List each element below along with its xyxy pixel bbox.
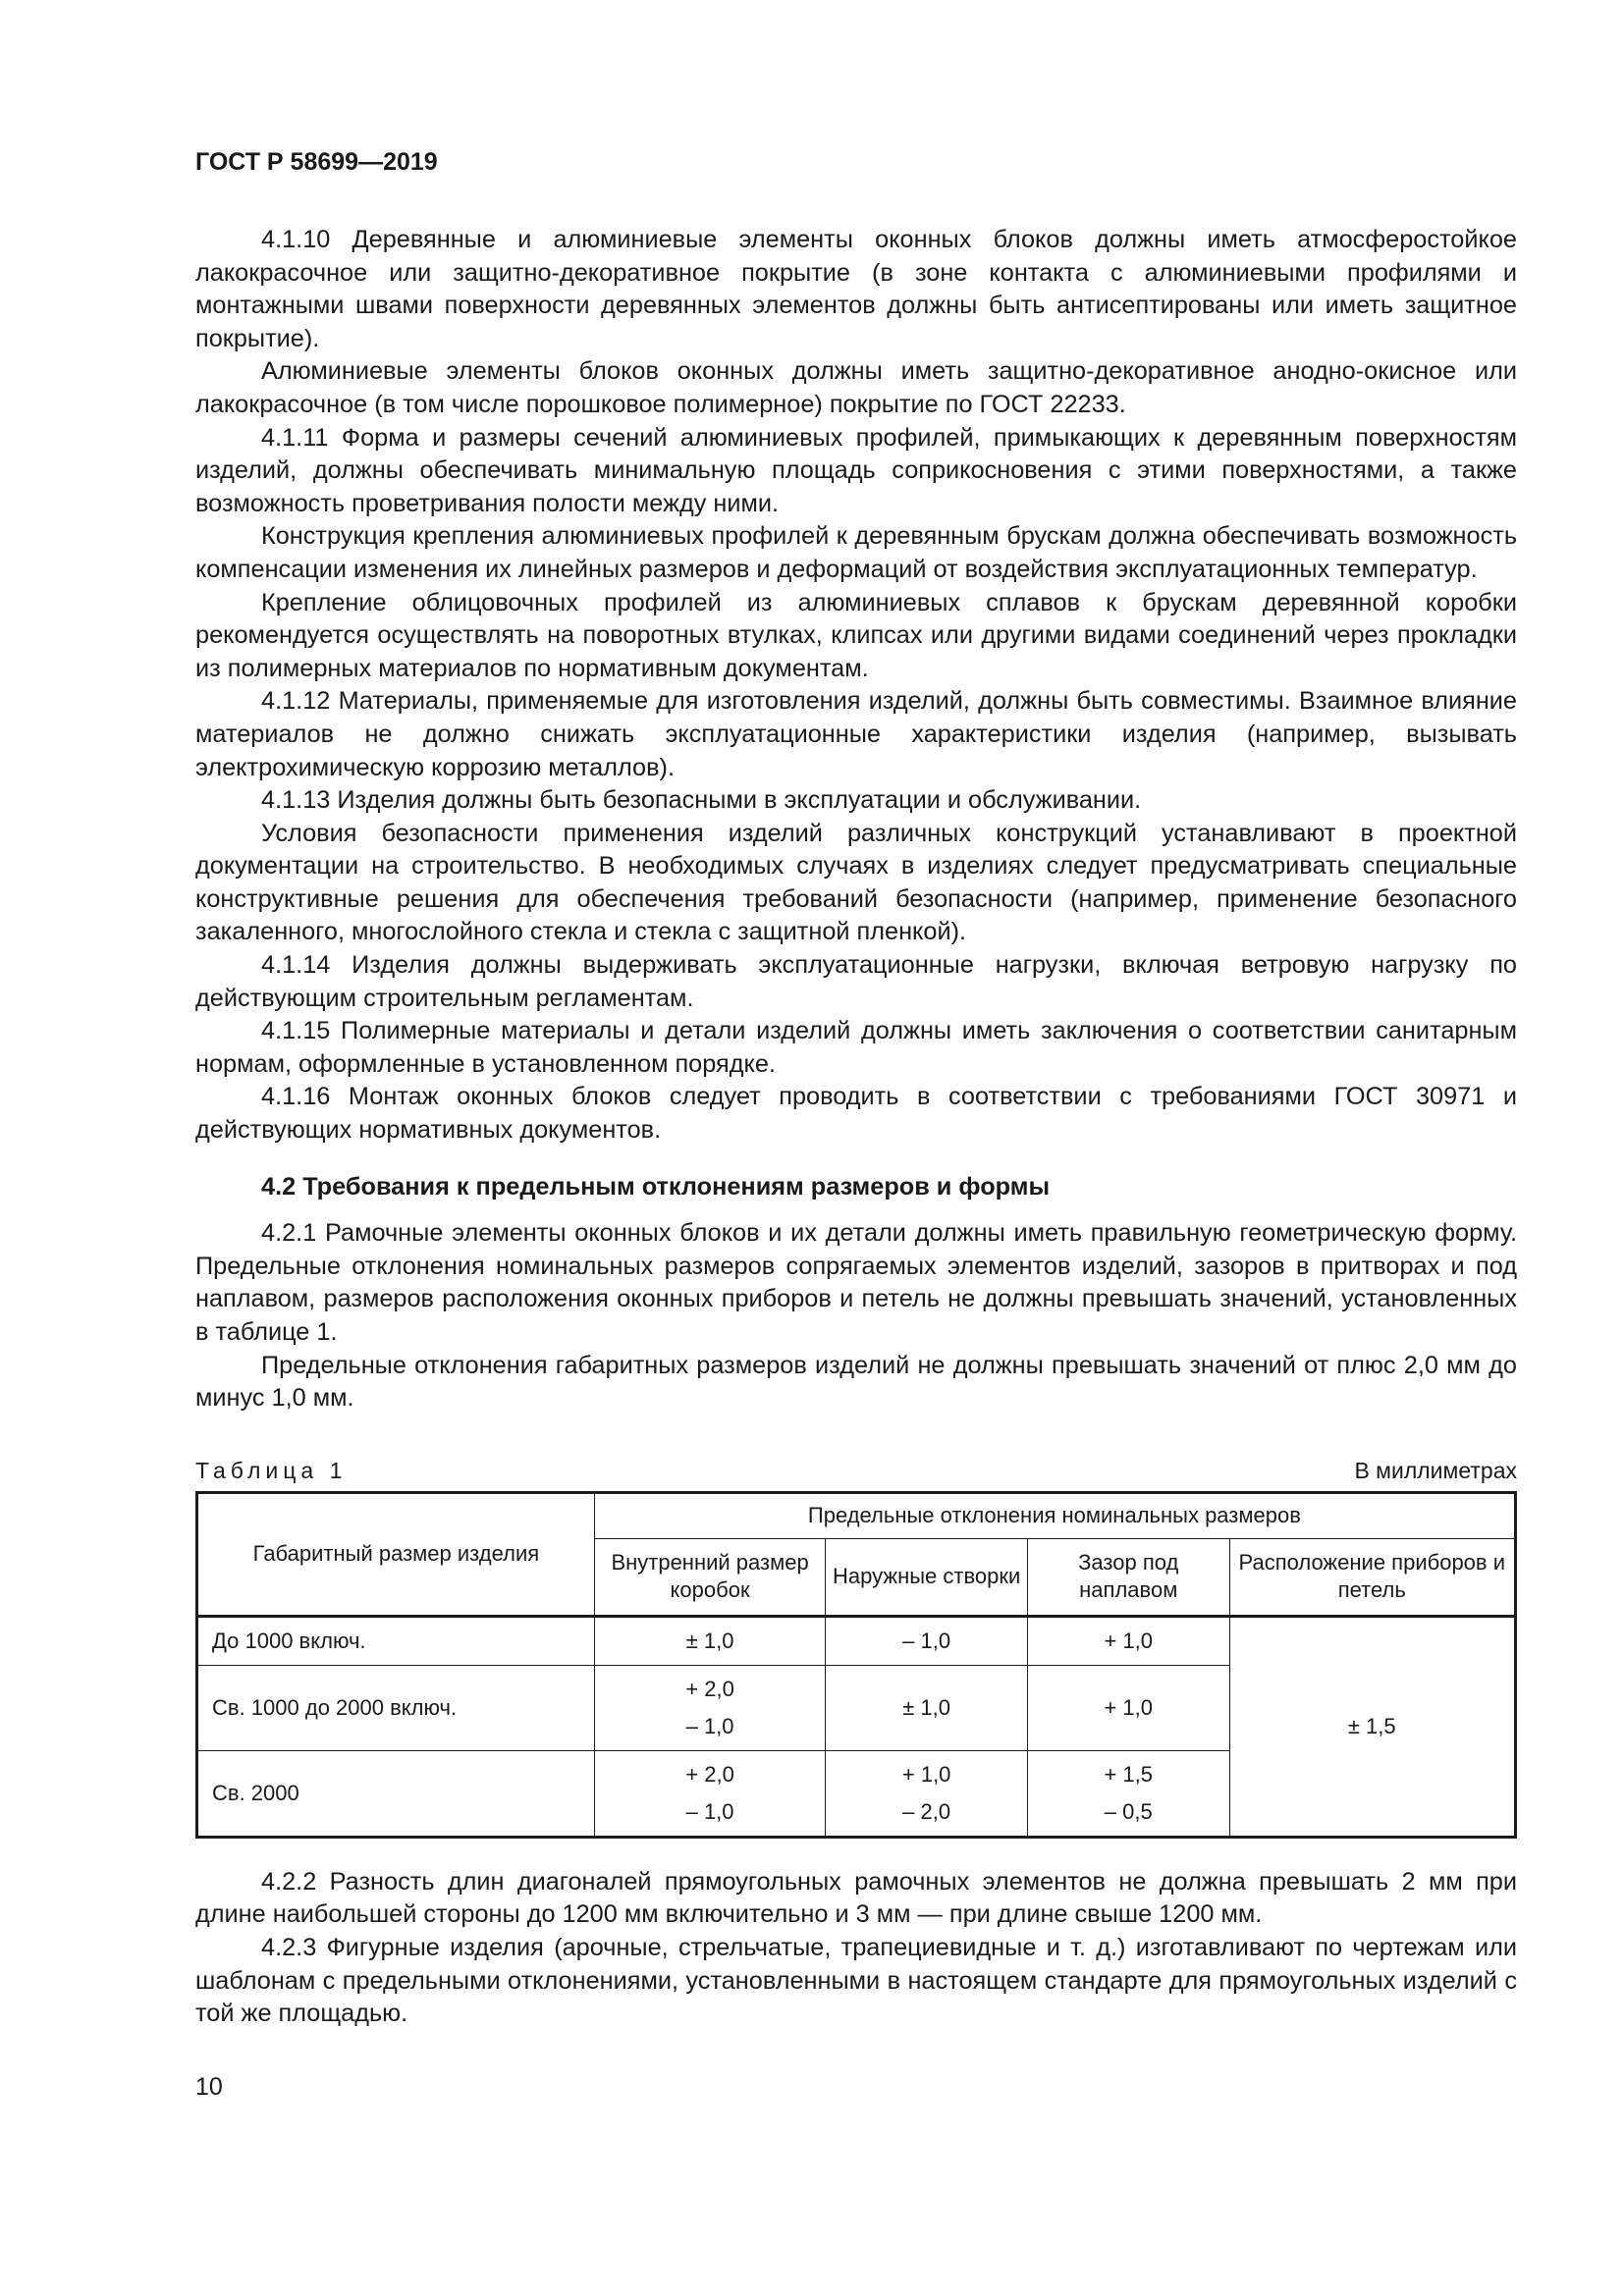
table-cell-value-lower: – 0,5 (1104, 1798, 1153, 1824)
paragraph: 4.1.13 Изделия должны быть безопасными в эксплуатации и обслуживании. (261, 786, 1142, 815)
paragraph: 4.2.3 Фигурные изделия (арочные, стрельчатые, трапециевидные и т. д.) изготавливают по чертежам или шаблонам с предельными отклонениями, установленными в настоящем стандарте для прямоугольных изделий с той же площадью. (195, 1933, 1517, 2028)
page-body (195, 224, 1517, 2031)
paragraph: Алюминиевые элементы блоков оконных должны иметь защитно-декоративное анодно-окисное или лакокрасочное (в том числе порошковое полимерное) покрытие по ГОСТ 22233. (195, 357, 1517, 418)
paragraph: 4.1.14 Изделия должны выдерживать эксплуатационные нагрузки, включая ветровую нагрузку по действующим строительным регламентам. (195, 951, 1517, 1012)
paragraph: Условия безопасности применения изделий различных конструкций устанавливают в проектной документации на строительство. В необходимых случаях в изделиях следует предусматривать специальные конструктивные решения для обеспечения требований безопасности (например, применение безопасного закаленного, многослойного стекла и стекла с защитной пленкой). (195, 819, 1517, 946)
table-cell-size: Св. 1000 до 2000 включ. (197, 1665, 595, 1750)
table-cell-outer: – 1,0 (826, 1616, 1028, 1665)
paragraph: Конструкция крепления алюминиевых профилей к деревянным брускам должна обеспечивать возможность компенсации изменения их линейных размеров и деформаций от воздействия эксплуатационных температур. (195, 522, 1517, 583)
table-cell-size: Св. 2000 (197, 1750, 595, 1837)
paragraph: 4.1.12 Материалы, применяемые для изготовления изделий, должны быть совместимы. Взаимное влияние материалов не должно снижать эксплуатационные характеристики изделия (например, вызывать электрохимическую коррозию металлов). (195, 687, 1517, 781)
paragraph: 4.1.15 Полимерные материалы и детали изделий должны иметь заключения о соответствии санитарным нормам, оформленные в установленном порядке. (195, 1017, 1517, 1078)
table-cell-inner (594, 1665, 826, 1750)
table-header-inner: Внутренний размер коробок (594, 1538, 826, 1616)
table-cell-gap: + 1,0 (1027, 1665, 1229, 1750)
table-caption: Таблица 1 (195, 1457, 348, 1483)
table-cell-value-lower: – 1,0 (685, 1798, 734, 1824)
table-cell-value-upper: + 2,0 (685, 1676, 734, 1701)
table-cell-value-upper: + 2,0 (685, 1761, 734, 1787)
table-header-gap: Зазор под наплавом (1027, 1538, 1229, 1616)
paragraph: 4.2.1 Рамочные элементы оконных блоков и их детали должны иметь правильную геометрическую форму. Предельные отклонения номинальных размеров сопрягаемых элементов изделий, зазоров в притворах и под наплавом, размеров расположения оконных приборов и петель не должны превышать значений, установленных в таблице 1. (195, 1219, 1517, 1346)
paragraph: 4.1.11 Форма и размеры сечений алюминиевых профилей, примыкающих к деревянным поверхностям изделий, должны обеспечивать минимальную площадь соприкосновения с этими поверхностями, а также возможность проветривания полости между ними. (195, 423, 1517, 517)
table-cell-value-lower: – 2,0 (902, 1798, 951, 1824)
paragraph: 4.1.16 Монтаж оконных блоков следует проводить в соответствии с требованиями ГОСТ 30971 и действующих нормативных документов. (195, 1083, 1517, 1145)
post-table-text (195, 1866, 1517, 2031)
document-code-header: ГОСТ Р 58699—2019 (195, 148, 438, 176)
table-cell-size: До 1000 включ. (197, 1616, 595, 1665)
table-units: В миллиметрах (1354, 1457, 1517, 1483)
table-caption-row (195, 1455, 1517, 1487)
deviations-table (195, 1491, 1517, 1839)
table-header-outer: Наружные створки (826, 1538, 1028, 1616)
table-header-location: Расположение приборов и петель (1229, 1538, 1515, 1616)
table-cell-outer (826, 1750, 1028, 1837)
paragraph: Крепление облицовочных профилей из алюминиевых сплавов к брускам деревянной коробки рекомендуется осуществлять на поворотных втулках, клипсах или другими видами соединений через прокладки из полимерных материалов по нормативным документам. (195, 588, 1517, 682)
table-cell-outer: ± 1,0 (826, 1665, 1028, 1750)
table-header-group: Предельные отклонения номинальных размеров (594, 1492, 1515, 1538)
page-number: 10 (195, 2073, 223, 2101)
table-cell-inner (594, 1750, 826, 1837)
table-header-size: Габаритный размер изделия (197, 1492, 595, 1616)
paragraph: 4.1.10 Деревянные и алюминиевые элементы оконных блоков должны иметь атмосферостойкое лакокрасочное или защитно-декоративное покрытие (в зоне контакта с алюминиевыми профилями и монтажными швами поверхности деревянных элементов должны быть антисептированы или иметь защитное покрытие). (195, 226, 1517, 352)
section-heading: 4.2 Требования к предельным отклонениям размеров и формы (261, 1172, 1051, 1201)
table-cell-inner: ± 1,0 (594, 1616, 826, 1665)
table-cell-gap (1027, 1750, 1229, 1837)
table-cell-value-upper: + 1,5 (1104, 1761, 1154, 1787)
table-row (197, 1616, 1516, 1665)
table-cell-value-upper: + 1,0 (901, 1761, 951, 1787)
table-cell-gap: + 1,0 (1027, 1616, 1229, 1665)
table-cell-value-lower: – 1,0 (685, 1713, 734, 1738)
paragraph: 4.2.2 Разность длин диагоналей прямоугольных рамочных элементов не должна превышать 2 мм при длине наибольшей стороны до 1200 мм включительно и 3 мм — при длине свыше 1200 мм. (195, 1867, 1517, 1929)
table-cell-location: ± 1,5 (1229, 1616, 1515, 1837)
paragraph: Предельные отклонения габаритных размеров изделий не должны превышать значений от плюс 2,0 мм до минус 1,0 мм. (195, 1351, 1517, 1413)
